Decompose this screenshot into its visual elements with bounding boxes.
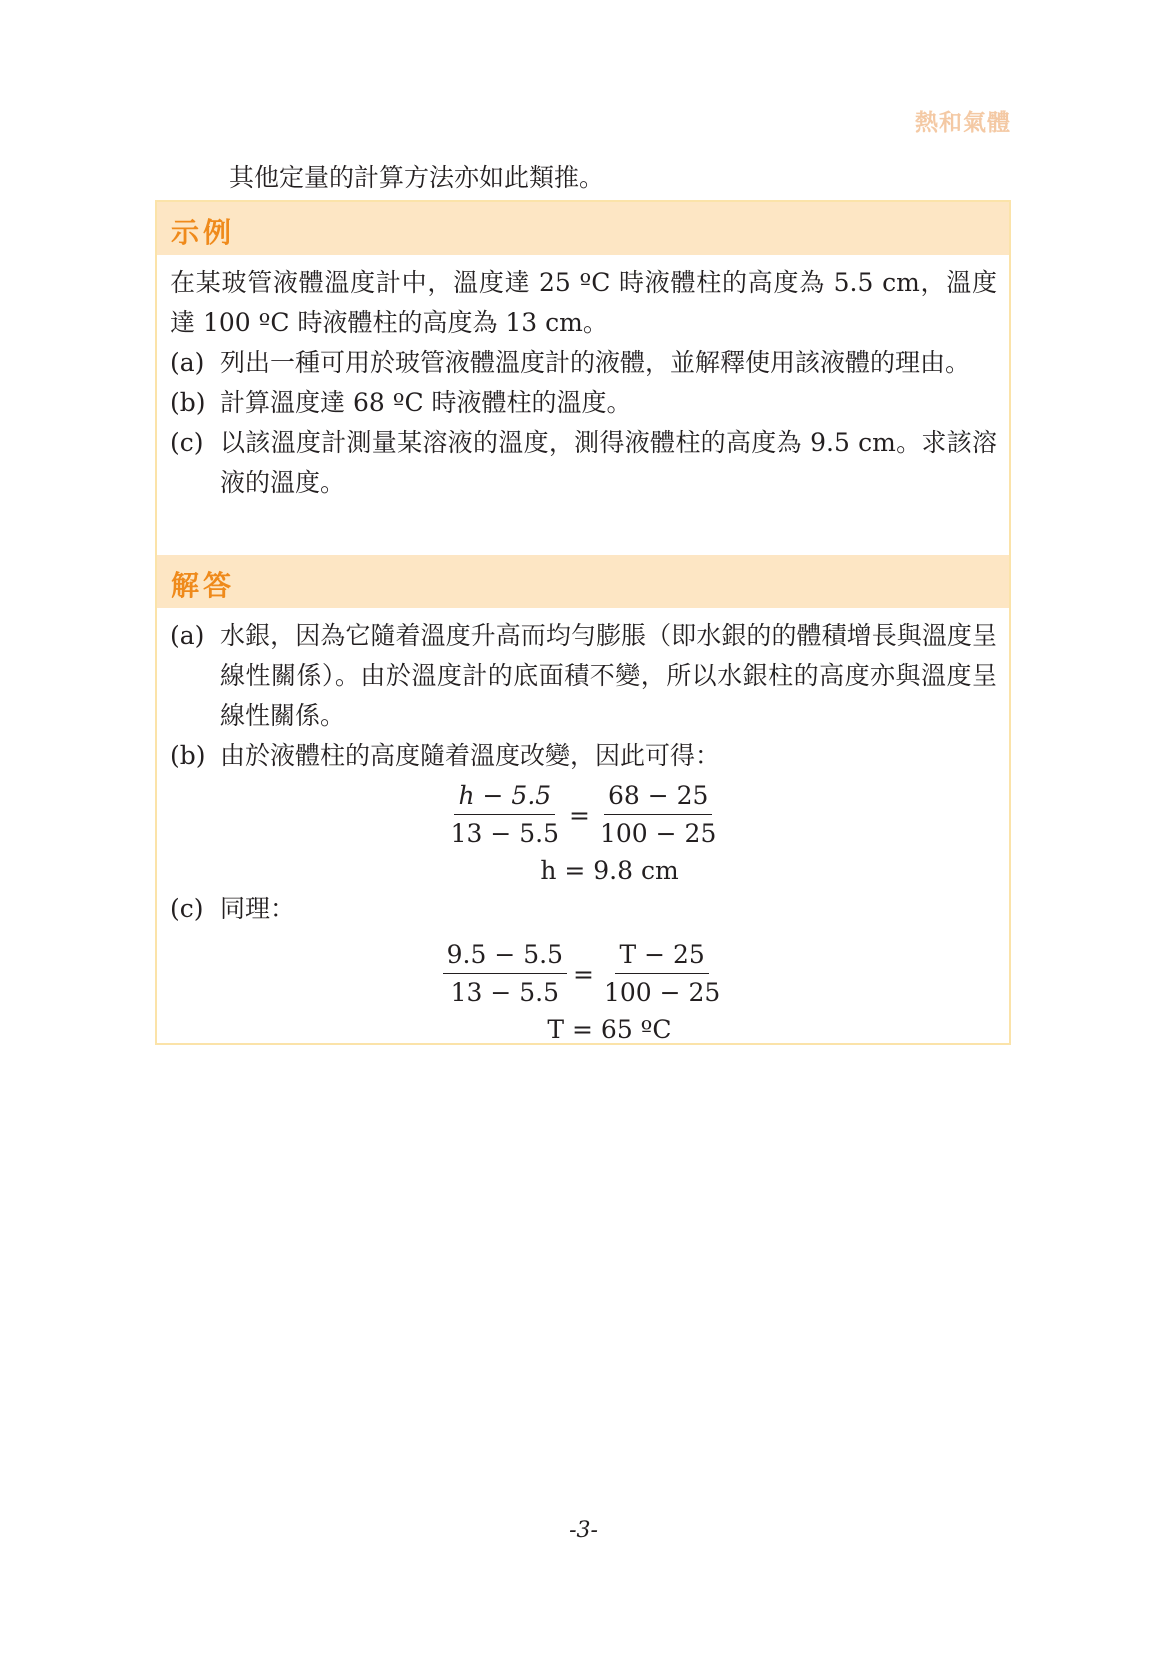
answer-part-c (170, 889, 997, 929)
equals-sign: = (569, 801, 590, 830)
fraction-left (443, 937, 567, 1012)
denominator: 100 − 25 (600, 819, 717, 848)
part-text: 水銀，因為它隨着溫度升高而均勻膨脹（即水銀的的體積增長與溫度呈線性關係）。由於溫度計的底面積不變，所以水銀柱的高度亦與溫度呈線性關係。 (220, 621, 997, 730)
equals-sign: = (573, 960, 594, 989)
question-part-b (170, 383, 997, 423)
chapter-header: 熱和氣體 (915, 110, 1011, 136)
part-text: 以該溫度計測量某溶液的溫度，測得液體柱的高度為 9.5 cm。求該溶液的溫度。 (220, 428, 997, 497)
fraction-right (596, 778, 720, 853)
example-heading-band (157, 202, 1009, 255)
page-number: -3- (569, 1518, 598, 1543)
equation-b (170, 778, 997, 853)
part-label: (a) (170, 621, 205, 650)
part-text: 同理： (220, 894, 296, 923)
example-heading: 示例 (171, 216, 236, 249)
part-text: 計算溫度達 68 ºC 時液體柱的溫度。 (220, 388, 632, 417)
answer-part-b (170, 736, 997, 776)
answer-heading-band (157, 555, 1009, 608)
result-b: h = 9.8 cm (540, 856, 679, 885)
denominator: 13 − 5.5 (450, 819, 560, 848)
part-text: 由於液體柱的高度隨着溫度改變，因此可得： (220, 741, 721, 770)
denominator: 13 − 5.5 (450, 978, 560, 1007)
example-box (155, 200, 1011, 1045)
question-part-c (170, 423, 997, 503)
part-label: (b) (170, 741, 206, 770)
question-part-a (170, 343, 997, 383)
result-c: T = 65 ºC (547, 1015, 672, 1044)
answer-heading: 解答 (171, 569, 236, 602)
question-block (157, 255, 1009, 503)
equation-c (170, 937, 997, 1012)
part-label: (c) (170, 428, 204, 457)
fraction-right (600, 937, 724, 1012)
denominator: 100 − 25 (603, 978, 721, 1007)
numerator: 9.5 − 5.5 (443, 937, 567, 974)
part-text: 列出一種可用於玻管液體溫度計的液體，並解釋使用該液體的理由。 (220, 348, 971, 377)
part-label: (b) (170, 388, 206, 417)
fraction-left (447, 778, 563, 853)
numerator: h − 5.5 (454, 778, 555, 815)
intro-text: 其他定量的計算方法亦如此類推。 (229, 163, 605, 192)
answer-part-a (170, 616, 997, 736)
answer-block (157, 608, 1009, 1048)
numerator: T − 25 (615, 937, 708, 974)
question-stem: 在某玻管液體溫度計中，溫度達 25 ºC 時液體柱的高度為 5.5 cm，溫度達 100 ºC 時液體柱的高度為 13 cm。 (170, 268, 997, 337)
numerator: 68 − 25 (604, 778, 712, 815)
part-label: (c) (170, 894, 204, 923)
part-label: (a) (170, 348, 205, 377)
